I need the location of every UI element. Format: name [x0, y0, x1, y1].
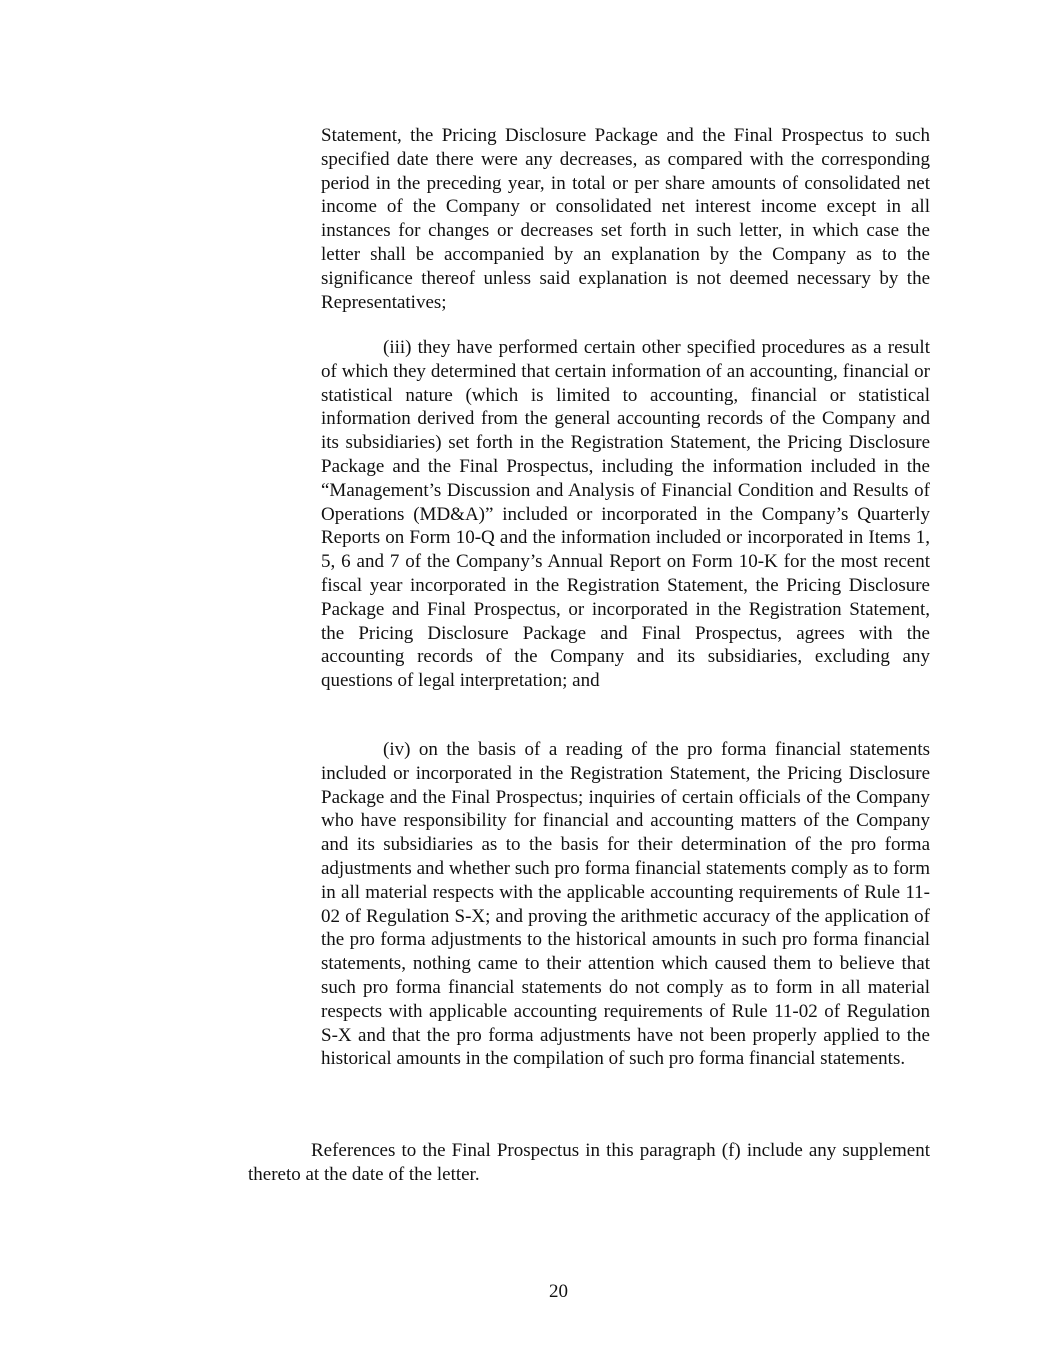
paragraph-clause-iv: (iv) on the basis of a reading of the pro forma financial statements included or incorporated in the Registration Statement, the Pricing Disclosure Package and the Final Prospectus; inquiries of certain officials of the Company who have responsibility for financial and accounting matters of the Company and its subsidiaries as to the basis for their determination of the pro forma adjustments and whether such pro forma financial statements comply as to form in all material respects with the applicable accounting requirements of Rule 11-02 of Regulation S-X; and proving the arithmetic accuracy of the application of the pro forma adjustments to the historical amounts in such pro forma financial statements, nothing came to their attention which caused them to believe that such pro forma financial statements do not comply as to form in all material respects with applicable accounting requirements of Rule 11-02 of Regulation S-X and that the pro forma adjustments have not been properly applied to the historical amounts in the compilation of such pro forma financial statements. — [321, 739, 930, 1070]
page-number: 20 — [549, 1281, 568, 1302]
paragraph-clause-iii: (iii) they have performed certain other specified procedures as a result of which they determined that certain information of an accounting, financial or statistical nature (which is limited to accounting, financial or statistical information derived from the general accounting records of the Company and its subsidiaries) set forth in the Registration Statement, the Pricing Disclosure Package and the Final Prospectus, including the information included in the “Management’s Discussion and Analysis of Financial Condition and Results of Operations (MD&A)” included or incorporated in the Company’s Quarterly Reports on Form 10-Q and the information included or incorporated in Items 1, 5, 6 and 7 of the Company’s Annual Report on Form 10-K for the most recent fiscal year incorporated in the Registration Statement, the Pricing Disclosure Package and Final Prospectus, or incorporated in the Registration Statement, the Pricing Disclosure Package and Final Prospectus, agrees with the accounting records of the Company and its subsidiaries, excluding any questions of legal interpretation; and — [321, 337, 930, 692]
paragraph-continued-statement: Statement, the Pricing Disclosure Package and the Final Prospectus to such specified date there were any decreases, as compared with the corresponding period in the preceding year, in total or per share amounts of consolidated net income of the Company or consolidated net interest income except in all instances for changes or decreases set forth in such letter, in which case the letter shall be accompanied by an explanation by the Company as to the significance thereof unless said explanation is not deemed necessary by the Representatives; — [321, 125, 930, 313]
paragraph-references: References to the Final Prospectus in this paragraph (f) include any supplement thereto at the date of the letter. — [248, 1140, 930, 1185]
